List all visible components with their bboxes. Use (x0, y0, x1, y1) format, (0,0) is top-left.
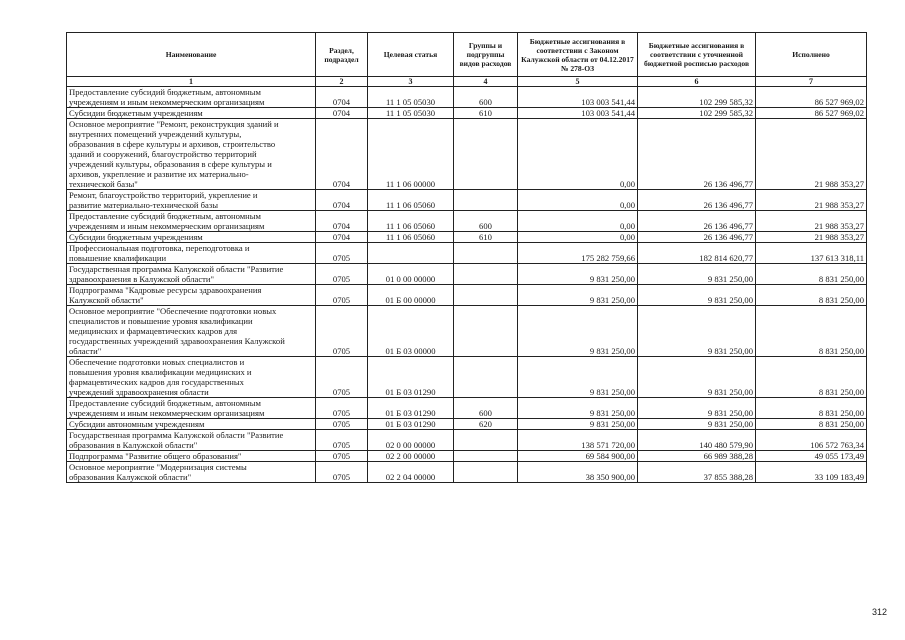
row-target-article: 02 2 04 00000 (368, 462, 454, 483)
row-target-article (368, 243, 454, 264)
row-budget-law: 9 831 250,00 (518, 419, 638, 430)
row-expense-group (454, 190, 518, 211)
row-budget-revised: 9 831 250,00 (638, 357, 756, 398)
row-name: Государственная программа Калужской области "Развитие образования в Калужской области" (67, 430, 316, 451)
row-section: 0705 (316, 264, 368, 285)
row-expense-group (454, 451, 518, 462)
row-target-article: 11 1 06 05060 (368, 232, 454, 243)
column-number: 1 (67, 77, 316, 87)
row-budget-law: 138 571 720,00 (518, 430, 638, 451)
table-body (67, 87, 867, 483)
row-budget-revised: 26 136 496,77 (638, 119, 756, 190)
row-executed: 21 988 353,27 (756, 119, 867, 190)
row-expense-group (454, 119, 518, 190)
row-expense-group: 610 (454, 232, 518, 243)
row-budget-law: 0,00 (518, 232, 638, 243)
row-budget-revised: 9 831 250,00 (638, 285, 756, 306)
row-name: Субсидии бюджетным учреждениям (67, 232, 316, 243)
row-executed: 8 831 250,00 (756, 357, 867, 398)
row-executed: 21 988 353,27 (756, 211, 867, 232)
row-budget-law: 103 003 541,44 (518, 87, 638, 108)
row-target-article: 01 Б 03 01290 (368, 398, 454, 419)
row-budget-revised: 9 831 250,00 (638, 306, 756, 357)
row-expense-group (454, 462, 518, 483)
row-name: Профессиональная подготовка, переподготовка и повышение квалификации (67, 243, 316, 264)
row-section: 0705 (316, 357, 368, 398)
row-target-article: 01 Б 03 01290 (368, 419, 454, 430)
row-section: 0705 (316, 285, 368, 306)
row-expense-group (454, 430, 518, 451)
row-budget-law: 0,00 (518, 190, 638, 211)
column-number: 2 (316, 77, 368, 87)
row-name: Государственная программа Калужской области "Развитие здравоохранения в Калужской области" (67, 264, 316, 285)
row-name: Предоставление субсидий бюджетным, автономным учреждениям и иным некоммерческим организациям (67, 398, 316, 419)
table-row (67, 430, 867, 451)
row-budget-revised: 66 989 388,28 (638, 451, 756, 462)
row-section: 0704 (316, 119, 368, 190)
table-row (67, 285, 867, 306)
row-budget-revised: 37 855 388,28 (638, 462, 756, 483)
column-number: 3 (368, 77, 454, 87)
budget-table (66, 32, 867, 483)
table-row (67, 108, 867, 119)
column-number: 4 (454, 77, 518, 87)
table-row (67, 419, 867, 430)
header-executed: Исполнено (756, 33, 867, 77)
row-target-article: 11 1 06 05060 (368, 190, 454, 211)
row-executed: 21 988 353,27 (756, 190, 867, 211)
table-row (67, 190, 867, 211)
row-budget-revised: 182 814 620,77 (638, 243, 756, 264)
row-target-article: 01 0 00 00000 (368, 264, 454, 285)
row-name: Основное мероприятие "Ремонт, реконструкция зданий и внутренних помещений учреждений культуры, образования в сфере культуры и архивов, строительство зданий и сооружений, благоустройство территорий учреждений культуры, образования в сфере культуры и архивов, укрепление и развитие их материально- технической базы" (67, 119, 316, 190)
row-name: Подпрограмма "Развитие общего образования" (67, 451, 316, 462)
row-name: Субсидии бюджетным учреждениям (67, 108, 316, 119)
row-section: 0704 (316, 108, 368, 119)
row-executed: 86 527 969,02 (756, 87, 867, 108)
row-name: Основное мероприятие "Модернизация системы образования Калужской области" (67, 462, 316, 483)
row-executed: 8 831 250,00 (756, 285, 867, 306)
row-target-article: 02 0 00 00000 (368, 430, 454, 451)
row-name: Предоставление субсидий бюджетным, автономным учреждениям и иным некоммерческим организациям (67, 211, 316, 232)
row-budget-revised: 9 831 250,00 (638, 264, 756, 285)
table-row (67, 87, 867, 108)
row-expense-group (454, 306, 518, 357)
row-target-article: 11 1 06 00000 (368, 119, 454, 190)
row-expense-group (454, 285, 518, 306)
row-section: 0704 (316, 211, 368, 232)
row-expense-group: 620 (454, 419, 518, 430)
header-section: Раздел, подраздел (316, 33, 368, 77)
row-target-article: 11 1 05 05030 (368, 87, 454, 108)
header-row (67, 33, 867, 77)
row-budget-law: 103 003 541,44 (518, 108, 638, 119)
row-budget-revised: 102 299 585,32 (638, 108, 756, 119)
row-executed: 49 055 173,49 (756, 451, 867, 462)
table-row (67, 119, 867, 190)
row-section: 0705 (316, 419, 368, 430)
row-name: Обеспечение подготовки новых специалистов и повышения уровня квалификации медицинских и фармацевтических кадров для государственных учреждений здравоохранения области (67, 357, 316, 398)
row-executed: 21 988 353,27 (756, 232, 867, 243)
row-executed: 8 831 250,00 (756, 398, 867, 419)
row-section: 0704 (316, 190, 368, 211)
row-target-article: 11 1 05 05030 (368, 108, 454, 119)
row-budget-law: 38 350 900,00 (518, 462, 638, 483)
row-executed: 86 527 969,02 (756, 108, 867, 119)
row-section: 0705 (316, 398, 368, 419)
row-executed: 137 613 318,11 (756, 243, 867, 264)
table-row (67, 357, 867, 398)
row-budget-law: 9 831 250,00 (518, 398, 638, 419)
row-name: Субсидии автономным учреждениям (67, 419, 316, 430)
row-executed: 106 572 763,34 (756, 430, 867, 451)
row-budget-revised: 140 480 579,90 (638, 430, 756, 451)
header-groups: Группы и подгруппы видов расходов (454, 33, 518, 77)
table-row (67, 306, 867, 357)
row-target-article: 01 Б 00 00000 (368, 285, 454, 306)
row-section: 0704 (316, 232, 368, 243)
row-budget-law: 0,00 (518, 211, 638, 232)
row-budget-revised: 26 136 496,77 (638, 232, 756, 243)
row-executed: 8 831 250,00 (756, 306, 867, 357)
row-executed: 8 831 250,00 (756, 264, 867, 285)
row-target-article: 01 Б 03 00000 (368, 306, 454, 357)
table-row (67, 462, 867, 483)
row-expense-group (454, 264, 518, 285)
row-budget-revised: 26 136 496,77 (638, 211, 756, 232)
row-budget-revised: 26 136 496,77 (638, 190, 756, 211)
row-target-article: 01 Б 03 01290 (368, 357, 454, 398)
table-row (67, 398, 867, 419)
table-row (67, 232, 867, 243)
column-number: 5 (518, 77, 638, 87)
row-name: Основное мероприятие "Обеспечение подготовки новых специалистов и повышение уровня квалификации медицинских и фармацевтических кадров для государственных учреждений здравоохранения Калужской области" (67, 306, 316, 357)
row-expense-group (454, 357, 518, 398)
row-budget-revised: 102 299 585,32 (638, 87, 756, 108)
row-target-article: 11 1 06 05060 (368, 211, 454, 232)
row-name: Ремонт, благоустройство территорий, укрепление и развитие материально-технической базы (67, 190, 316, 211)
row-executed: 8 831 250,00 (756, 419, 867, 430)
row-expense-group (454, 243, 518, 264)
row-section: 0705 (316, 430, 368, 451)
row-budget-law: 69 584 900,00 (518, 451, 638, 462)
row-executed: 33 109 183,49 (756, 462, 867, 483)
row-name: Подпрограмма "Кадровые ресурсы здравоохранения Калужской области" (67, 285, 316, 306)
header-target: Целевая статья (368, 33, 454, 77)
header-budget-law: Бюджетные ассигнования в соответствии с Законом Калужской области от 04.12.2017 № 278-ОЗ (518, 33, 638, 77)
row-section: 0705 (316, 462, 368, 483)
page-number: 312 (872, 607, 888, 617)
row-expense-group: 610 (454, 108, 518, 119)
row-expense-group: 600 (454, 398, 518, 419)
row-budget-law: 9 831 250,00 (518, 285, 638, 306)
column-number-row (67, 77, 867, 87)
row-name: Предоставление субсидий бюджетным, автономным учреждениям и иным некоммерческим организациям (67, 87, 316, 108)
row-section: 0705 (316, 243, 368, 264)
row-budget-law: 9 831 250,00 (518, 357, 638, 398)
row-budget-revised: 9 831 250,00 (638, 398, 756, 419)
table-row (67, 264, 867, 285)
row-expense-group: 600 (454, 87, 518, 108)
column-number: 6 (638, 77, 756, 87)
row-section: 0705 (316, 306, 368, 357)
row-expense-group: 600 (454, 211, 518, 232)
table-row (67, 451, 867, 462)
table-row (67, 243, 867, 264)
table-row (67, 211, 867, 232)
header-name: Наименование (67, 33, 316, 77)
column-number: 7 (756, 77, 867, 87)
row-budget-law: 175 282 759,66 (518, 243, 638, 264)
row-section: 0705 (316, 451, 368, 462)
row-budget-law: 9 831 250,00 (518, 306, 638, 357)
header-budget-revised: Бюджетные ассигнования в соответствии с уточненной бюджетной росписью расходов (638, 33, 756, 77)
row-budget-law: 0,00 (518, 119, 638, 190)
row-target-article: 02 2 00 00000 (368, 451, 454, 462)
row-budget-revised: 9 831 250,00 (638, 419, 756, 430)
row-budget-law: 9 831 250,00 (518, 264, 638, 285)
row-section: 0704 (316, 87, 368, 108)
